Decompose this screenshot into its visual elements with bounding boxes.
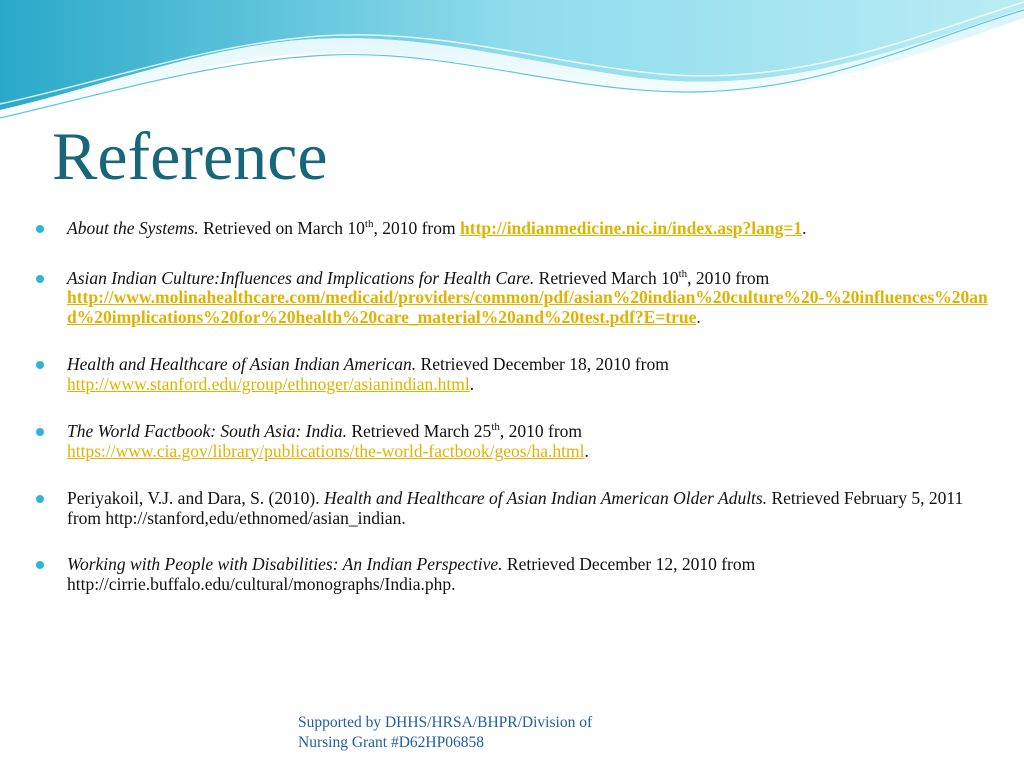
reference-link[interactable]: http://www.molinahealthcare.com/medicaid/providers/common/pdf/asian%20indian%20culture%20-%20influences%20and%20implications%20for%20health%20care_material%20and%20test.pdf?E=true [67,287,988,327]
reference-authors: Periyakoil, V.J. and Dara, S. (2010). [67,488,324,508]
bullet-icon [36,495,44,503]
reference-text: Retrieved December 18, 2010 from [416,354,669,374]
ordinal-suffix: th [678,267,688,280]
footer-line: Nursing Grant #D62HP06858 [298,734,484,751]
reference-item [36,422,996,461]
reference-title: Health and Healthcare of Asian Indian American. [67,354,417,374]
reference-end: . [696,306,701,327]
reference-item [36,219,996,239]
bullet-icon [36,275,44,283]
reference-item [36,355,996,394]
bullet-icon [36,225,44,233]
bullet-icon [36,361,44,369]
reference-list [36,219,996,621]
reference-item [36,555,996,594]
ordinal-suffix: th [364,218,374,231]
reference-text: Retrieved on March 10 [198,218,365,238]
reference-title: Asian Indian Culture:Influences and Implications for Health Care. [67,267,535,288]
reference-item [36,269,996,328]
reference-text: , 2010 from [373,218,461,238]
bullet-icon [36,561,44,569]
reference-end: . [584,440,589,461]
reference-text: Retrieved March 10 [534,267,679,288]
reference-link[interactable]: http://indianmedicine.nic.in/index.asp?lang=1 [460,218,803,238]
reference-text: , 2010 from [499,421,583,441]
reference-title: The World Factbook: South Asia: India. [67,421,347,441]
slide-title: Reference [52,118,328,194]
reference-title: Working with People with Disabilities: An Indian Perspective. [67,554,503,574]
reference-item [36,489,996,528]
footer-line: Supported by DHHS/HRSA/BHPR/Division of [298,714,593,731]
reference-text: Retrieved March 25 [346,421,492,441]
ordinal-suffix: th [491,421,500,434]
funding-footer [298,713,658,753]
bullet-icon [36,428,44,436]
reference-text: Retrieved February 5, 2011 from http://stanford,edu/ethnomed/asian_indian. [67,488,964,528]
reference-text: Retrieved December 12, 2010 from http://cirrie.buffalo.edu/cultural/monographs/India.php. [67,554,756,594]
reference-link[interactable]: https://www.cia.gov/library/publications/the-world-factbook/geos/ha.html [67,440,585,461]
reference-text: , 2010 from [687,267,770,288]
reference-end: . [469,373,475,394]
reference-link[interactable]: http://www.stanford.edu/group/ethnoger/asianindian.html [67,373,470,394]
header-wave-decoration [0,0,1024,125]
reference-title: About the Systems. [67,218,199,238]
reference-title: Health and Healthcare of Asian Indian American Older Adults. [323,488,768,508]
reference-end: . [802,218,807,238]
